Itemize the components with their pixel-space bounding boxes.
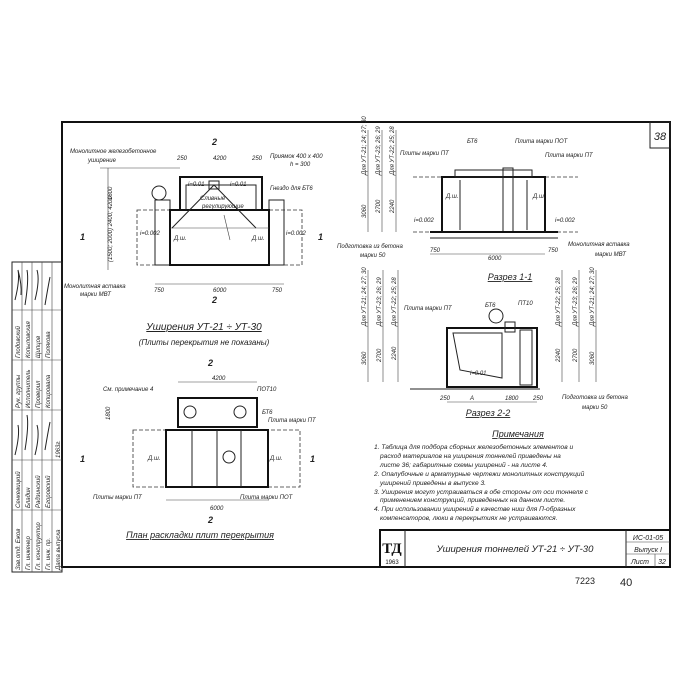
notes-heading: Примечания [492, 429, 544, 439]
dimension: 250 [533, 396, 544, 402]
note-line: 4. При использовании уширений в качестве ниш для П-образных [374, 506, 576, 513]
stamp-text: Бладин [26, 487, 32, 508]
sheet-label: Лист [630, 559, 650, 566]
stamp-text: Щипцов [36, 335, 42, 358]
stamp-text: Исполнитель [26, 369, 32, 408]
dimension: 750 [548, 248, 559, 254]
note-line: 2. Опалубочные и арматурные чертежи монолитных конструкций [374, 471, 585, 478]
callout-label: уширение [88, 158, 116, 164]
dimension: 250 [252, 156, 263, 162]
section-mark: 2 [212, 295, 218, 305]
section-mark: 2 [208, 515, 214, 525]
callout-label: Монолитная вставка [568, 242, 630, 248]
dimension: Д.ш. [446, 194, 459, 200]
widening-plan-view [64, 137, 323, 347]
callout-label: Подготовка из бетона [562, 395, 628, 401]
dimension: 6000 [488, 256, 502, 262]
level-label: Для УТ-22; 25; 28 [392, 277, 398, 326]
drawing-title: Уширения тоннелей УТ-21 ÷ УТ-30 [436, 544, 594, 555]
callout-label: Сливные [200, 196, 226, 202]
note-line: 1. Таблица для подбора сборных железобетонных элементов и [374, 444, 574, 451]
stamp-text: Егоровский [46, 475, 52, 508]
stamp-text: Полякова [46, 331, 52, 358]
dimension: Д.ш. [174, 236, 187, 242]
dimension: 1800 [108, 186, 114, 200]
section-mark: 2 [212, 137, 218, 147]
drawing-code: ИС-01-05 [632, 535, 664, 542]
callout-label: Подготовка из бетона [337, 244, 403, 250]
notes [373, 429, 589, 522]
page-number: 40 [620, 577, 633, 589]
callout-label: марки МВТ [595, 252, 626, 258]
dimension: 1800 [106, 406, 112, 420]
stamp-text: Проверил [36, 380, 42, 408]
callout-label: Плиты марки ПТ [400, 151, 449, 157]
callout-label: Плиты марки ПТ [93, 495, 142, 501]
callout-label: Плита марки ПТ [268, 418, 316, 424]
view-title: Уширения УТ-21 ÷ УТ-30 [146, 322, 262, 333]
callout-label: марки 50 [582, 405, 608, 411]
stamp-text: Копыловская [26, 321, 32, 358]
dimension: Д.ш. [533, 194, 546, 200]
callout-label: БТ6 [262, 410, 273, 416]
dimension: 2240 [556, 348, 562, 362]
dimension: 750 [430, 248, 441, 254]
dimension: 2240 [392, 346, 398, 360]
dimension: i=0.002 [140, 231, 160, 237]
section-mark: 1 [318, 232, 324, 242]
dimension: 4200 [212, 376, 226, 382]
dimension: 750 [272, 288, 283, 294]
callout-label: Плита марки ПОТ [515, 139, 568, 145]
dimension: 250 [177, 156, 188, 162]
section-mark: 1 [80, 232, 86, 242]
stamp-text: Сенкевицкий [16, 471, 22, 508]
callout-label: марки МВТ [80, 292, 111, 298]
dimension: 750 [154, 288, 165, 294]
dimension: 3060 [590, 351, 596, 365]
callout-label: Плита марки ПТ [545, 153, 593, 159]
dimension: 2240 [390, 199, 396, 213]
dimension: i=0.01 [230, 182, 247, 188]
callout-label: Монолитное железобетонное [70, 149, 157, 155]
callout-label: См. примечание 4 [103, 387, 154, 393]
stamp-text: 1963г. [56, 440, 62, 458]
stamp-text: Глодовский [16, 326, 22, 358]
archive-number: 7223 [575, 576, 596, 586]
callout-label: БТ6 [467, 139, 478, 145]
issue-number: Выпуск I [634, 547, 662, 554]
dimension: 2700 [376, 199, 382, 213]
logo-year: 1963 [385, 560, 399, 566]
sheet-number: 38 [653, 131, 667, 143]
slab-layout-plan [80, 358, 317, 540]
note-line: 3. Уширения могут устраиваться в обе стороны от оси тоннеля с [374, 489, 589, 496]
level-label: Для УТ-23; 26; 29 [573, 277, 579, 326]
note-line: расход материалов на уширения тоннелей приведены на [380, 453, 561, 460]
callout-label: ПОТ10 [257, 387, 277, 393]
callout-label: ПТ10 [518, 301, 533, 307]
view-title: План раскладки плит перекрытия [126, 530, 274, 540]
level-label: Для УТ-23; 26; 29 [377, 277, 383, 326]
dimension: 250 [440, 396, 451, 402]
dimension: Д.ш. [270, 456, 283, 462]
stamp-text: Гл. инж. пр. [46, 537, 52, 570]
callout-label: Гнездо для БТ6 [270, 186, 313, 192]
level-label: Для УТ-21; 24; 27; 30 [362, 116, 368, 175]
dimension: (1500; 2000) 2400; 4200 [108, 196, 114, 262]
callout-label: Плита марки ПОТ [240, 495, 293, 501]
stamp-text: Копировала [46, 374, 52, 408]
section-1-1 [337, 116, 630, 282]
sheet-value: 32 [658, 559, 666, 566]
section-mark: 1 [80, 454, 86, 464]
callout-label: h = 300 [290, 162, 311, 168]
left-stamp [12, 262, 62, 572]
note-line: компенсаторов, люки в перекрытиях не устраиваются. [380, 515, 558, 522]
level-label: Для УТ-22; 25; 28 [390, 126, 396, 175]
dimension: 3060 [362, 351, 368, 365]
level-label: Для УТ-21; 24; 27; 30 [590, 267, 596, 326]
dimension: i=0.002 [286, 231, 306, 237]
logo: ТД [382, 541, 402, 557]
dimension: i=0.01 [470, 371, 487, 377]
level-label: Для УТ-23; 26; 29 [376, 126, 382, 175]
dimension: 4200 [213, 156, 227, 162]
note-line: применением конструкций, приведенных на данном листе. [380, 497, 566, 504]
dimension: i=0.002 [555, 218, 575, 224]
callout-label: Приямок 400 х 400 [270, 154, 323, 160]
stamp-text: Гл. инженер [26, 536, 32, 570]
callout-label: регулирующие [202, 204, 244, 210]
dimension: 6000 [210, 506, 224, 512]
view-subtitle: (Плиты перекрытия не показаны) [138, 338, 270, 347]
level-label: Для УТ-22; 25; 28 [556, 277, 562, 326]
callout-label: марки 50 [360, 253, 386, 259]
dimension: A [470, 396, 475, 402]
dimension: 3060 [362, 204, 368, 218]
view-title: Разрез 1-1 [487, 272, 533, 282]
dimension: 2700 [573, 348, 579, 362]
title-block [380, 530, 670, 567]
stamp-text: Дата выпуска [56, 529, 62, 570]
dimension: Д.ш. [252, 236, 265, 242]
note-line: листе 36; габаритные схемы уширений - на листе 4. [380, 462, 548, 469]
dimension: i=0.01 [188, 182, 205, 188]
dimension: Д.ш. [148, 456, 161, 462]
callout-label: Монолитная вставка [64, 284, 126, 290]
view-title: Разрез 2-2 [465, 408, 511, 418]
section-2-2 [362, 267, 628, 418]
dimension: 2700 [377, 348, 383, 362]
dimension: 1800 [505, 396, 519, 402]
stamp-text: Зав.отд. Ежов [16, 528, 22, 570]
stamp-text: Рук. группы [16, 374, 22, 408]
callout-label: Плита марки ПТ [404, 306, 452, 312]
callout-label: БТ6 [485, 303, 496, 309]
stamp-text: Радзинский [36, 475, 42, 508]
level-label: Для УТ-21; 24; 27; 30 [362, 267, 368, 326]
stamp-text: Гл. конструктор [36, 522, 42, 570]
dimension: 6000 [213, 288, 227, 294]
dimension: i=0.002 [414, 218, 434, 224]
section-mark: 1 [310, 454, 316, 464]
signature [15, 270, 50, 305]
signature [15, 415, 50, 455]
section-mark: 2 [208, 358, 214, 368]
note-line: уширений приведены в выпуске 3. [380, 480, 486, 487]
